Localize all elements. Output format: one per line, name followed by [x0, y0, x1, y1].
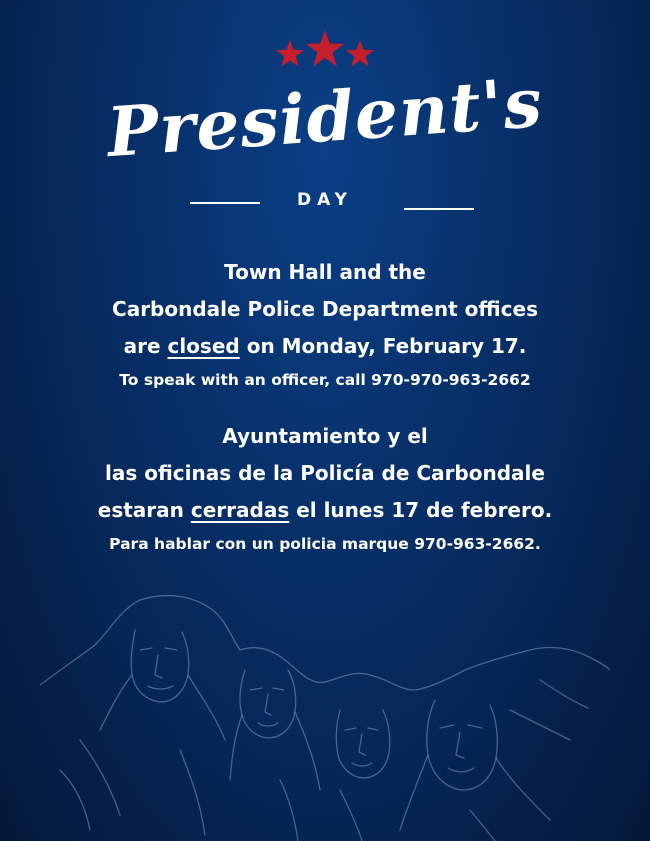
english-phone-line: To speak with an officer, call 970-970-963-2662	[119, 371, 531, 389]
spanish-line-3	[0, 492, 650, 529]
english-line-2: Carbondale Police Department offices	[112, 297, 538, 321]
english-notice	[0, 254, 650, 395]
subtitle-row	[0, 190, 650, 214]
spanish-line-3-post: el lunes 17 de febrero.	[289, 498, 553, 522]
spanish-line-2: las oficinas de la Policía de Carbondale	[105, 461, 545, 485]
english-line-3-pre: are	[123, 334, 168, 358]
english-line-1: Town Hall and the	[224, 260, 426, 284]
english-line-3-post: on Monday, February 17.	[239, 334, 527, 358]
page-title: President's	[104, 62, 546, 174]
star-right-icon	[346, 40, 374, 67]
star-left-icon	[276, 40, 304, 67]
star-center-icon	[306, 30, 344, 66]
spanish-line-3-pre: estaran	[97, 498, 191, 522]
spanish-notice	[0, 418, 650, 559]
spanish-phone-line: Para hablar con un policia marque 970-963-2662.	[109, 535, 541, 553]
mount-rushmore-illustration	[40, 590, 610, 841]
closed-emphasis: closed	[167, 334, 240, 358]
english-line-3	[0, 328, 650, 365]
divider-right	[404, 208, 474, 210]
spanish-line-1: Ayuntamiento y el	[222, 424, 428, 448]
cerradas-emphasis: cerradas	[190, 498, 290, 522]
subtitle: DAY	[297, 190, 353, 210]
